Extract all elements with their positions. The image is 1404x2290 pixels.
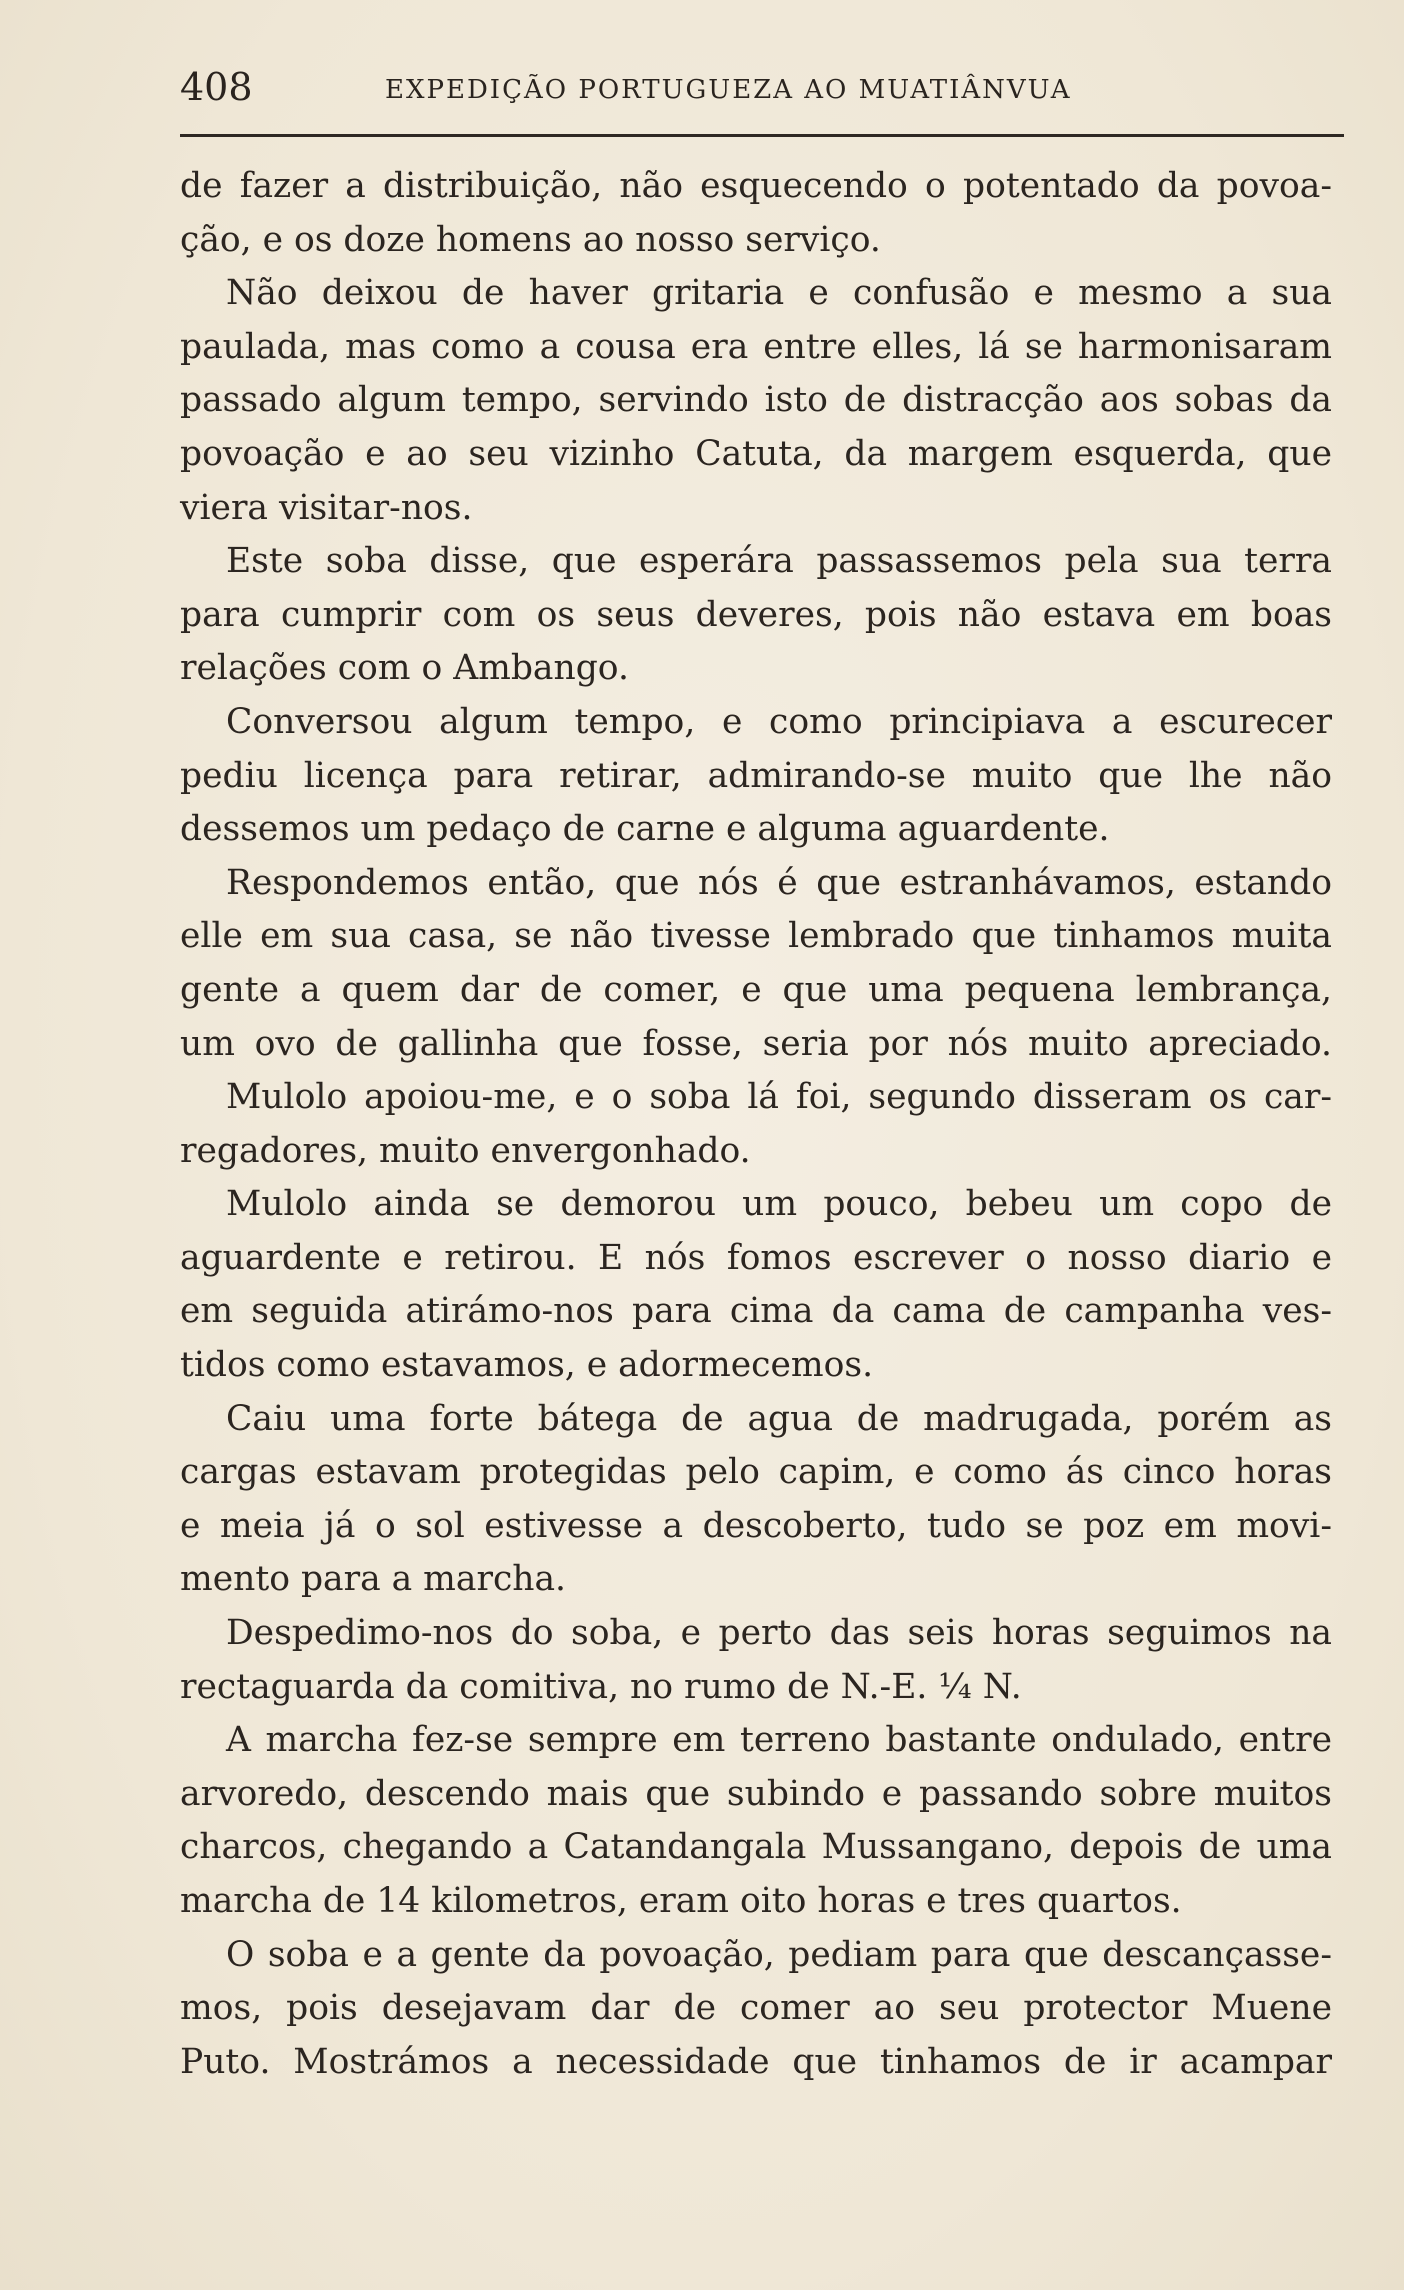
text-line: cargas estavam protegidas pelo capim, e como ás cinco horas — [180, 1452, 1332, 1493]
text-line: regadores, muito envergonhado. — [180, 1130, 751, 1171]
text-line: ção, e os doze homens ao nosso serviço. — [180, 219, 881, 260]
text-line: relações com o Ambango. — [180, 648, 629, 689]
text-line: passado algum tempo, servindo isto de distracção aos sobas da — [180, 380, 1332, 421]
text-line: de fazer a distribuição, não esquecendo o potentado da povoa- — [180, 166, 1332, 206]
text-line: paulada, mas como a cousa era entre elles, lá se harmonisaram — [180, 326, 1332, 367]
text-line: povoação e ao seu vizinho Catuta, da margem esquerda, que — [180, 433, 1332, 474]
page-header — [180, 62, 1344, 122]
text-line: em seguida atirámo-nos para cima da cama de campanha ves- — [180, 1291, 1332, 1332]
text-line: mos, pois desejavam dar de comer ao seu protector Muene — [180, 1988, 1332, 2029]
text-line: Mulolo apoiou-me, e o soba lá foi, segundo disseram os car- — [226, 1077, 1332, 1118]
text-line: Conversou algum tempo, e como principiava a escurecer — [226, 701, 1332, 742]
text-line: Respondemos então, que nós é que estranhávamos, estando — [226, 862, 1332, 903]
text-line: rectaguarda da comitiva, no rumo de N.-E. ¼ N. — [180, 1666, 1022, 1707]
text-line: charcos, chegando a Catandangala Mussangano, depois de uma — [180, 1827, 1332, 1868]
header-rule — [180, 134, 1344, 137]
text-line: Despedimo-nos do soba, e perto das seis horas seguimos na — [226, 1613, 1332, 1654]
text-line: Este soba disse, que esperára passassemos pela sua terra — [226, 541, 1332, 582]
text-line: um ovo de gallinha que fosse, seria por nós muito apreciado. — [180, 1023, 1332, 1064]
text-line: e meia já o sol estivesse a descoberto, tudo se poz em movi- — [180, 1505, 1332, 1546]
text-line: O soba e a gente da povoação, pediam para que descançasse- — [226, 1934, 1332, 1975]
running-head: EXPEDIÇÃO PORTUGUEZA AO MUATIÂNVUA — [385, 75, 1072, 105]
text-line: Caiu uma forte bátega de agua de madrugada, porém as — [226, 1398, 1332, 1439]
text-line: viera visitar-nos. — [180, 487, 473, 528]
text-line: Mulolo ainda se demorou um pouco, bebeu um copo de — [226, 1184, 1332, 1225]
text-line: Puto. Mostrámos a necessidade que tinhamos de ir acampar — [180, 2041, 1332, 2082]
text-line: dessemos um pedaço de carne e alguma aguardente. — [180, 809, 1110, 850]
text-line: A marcha fez-se sempre em terreno bastante ondulado, entre — [226, 1720, 1332, 1761]
text-line: pediu licença para retirar, admirando-se muito que lhe não — [180, 755, 1332, 796]
text-line: para cumprir com os seus deveres, pois não estava em boas — [180, 594, 1332, 635]
text-line: arvoredo, descendo mais que subindo e passando sobre muitos — [180, 1773, 1332, 1814]
text-line: gente a quem dar de comer, e que uma pequena lembrança, — [180, 969, 1332, 1010]
text-line: tidos como estavamos, e adormecemos. — [180, 1345, 874, 1386]
text-line: mento para a marcha. — [180, 1559, 567, 1600]
text-line: Não deixou de haver gritaria e confusão e mesmo a sua — [226, 273, 1332, 314]
text-line: marcha de 14 kilometros, eram oito horas e tres quartos. — [180, 1881, 1182, 1921]
page-number: 408 — [180, 65, 253, 109]
text-line: elle em sua casa, se não tivesse lembrado que tinhamos muita — [180, 916, 1332, 957]
body-text — [180, 160, 1332, 2089]
text-line: aguardente e retirou. E nós fomos escrever o nosso diario e — [180, 1237, 1332, 1278]
